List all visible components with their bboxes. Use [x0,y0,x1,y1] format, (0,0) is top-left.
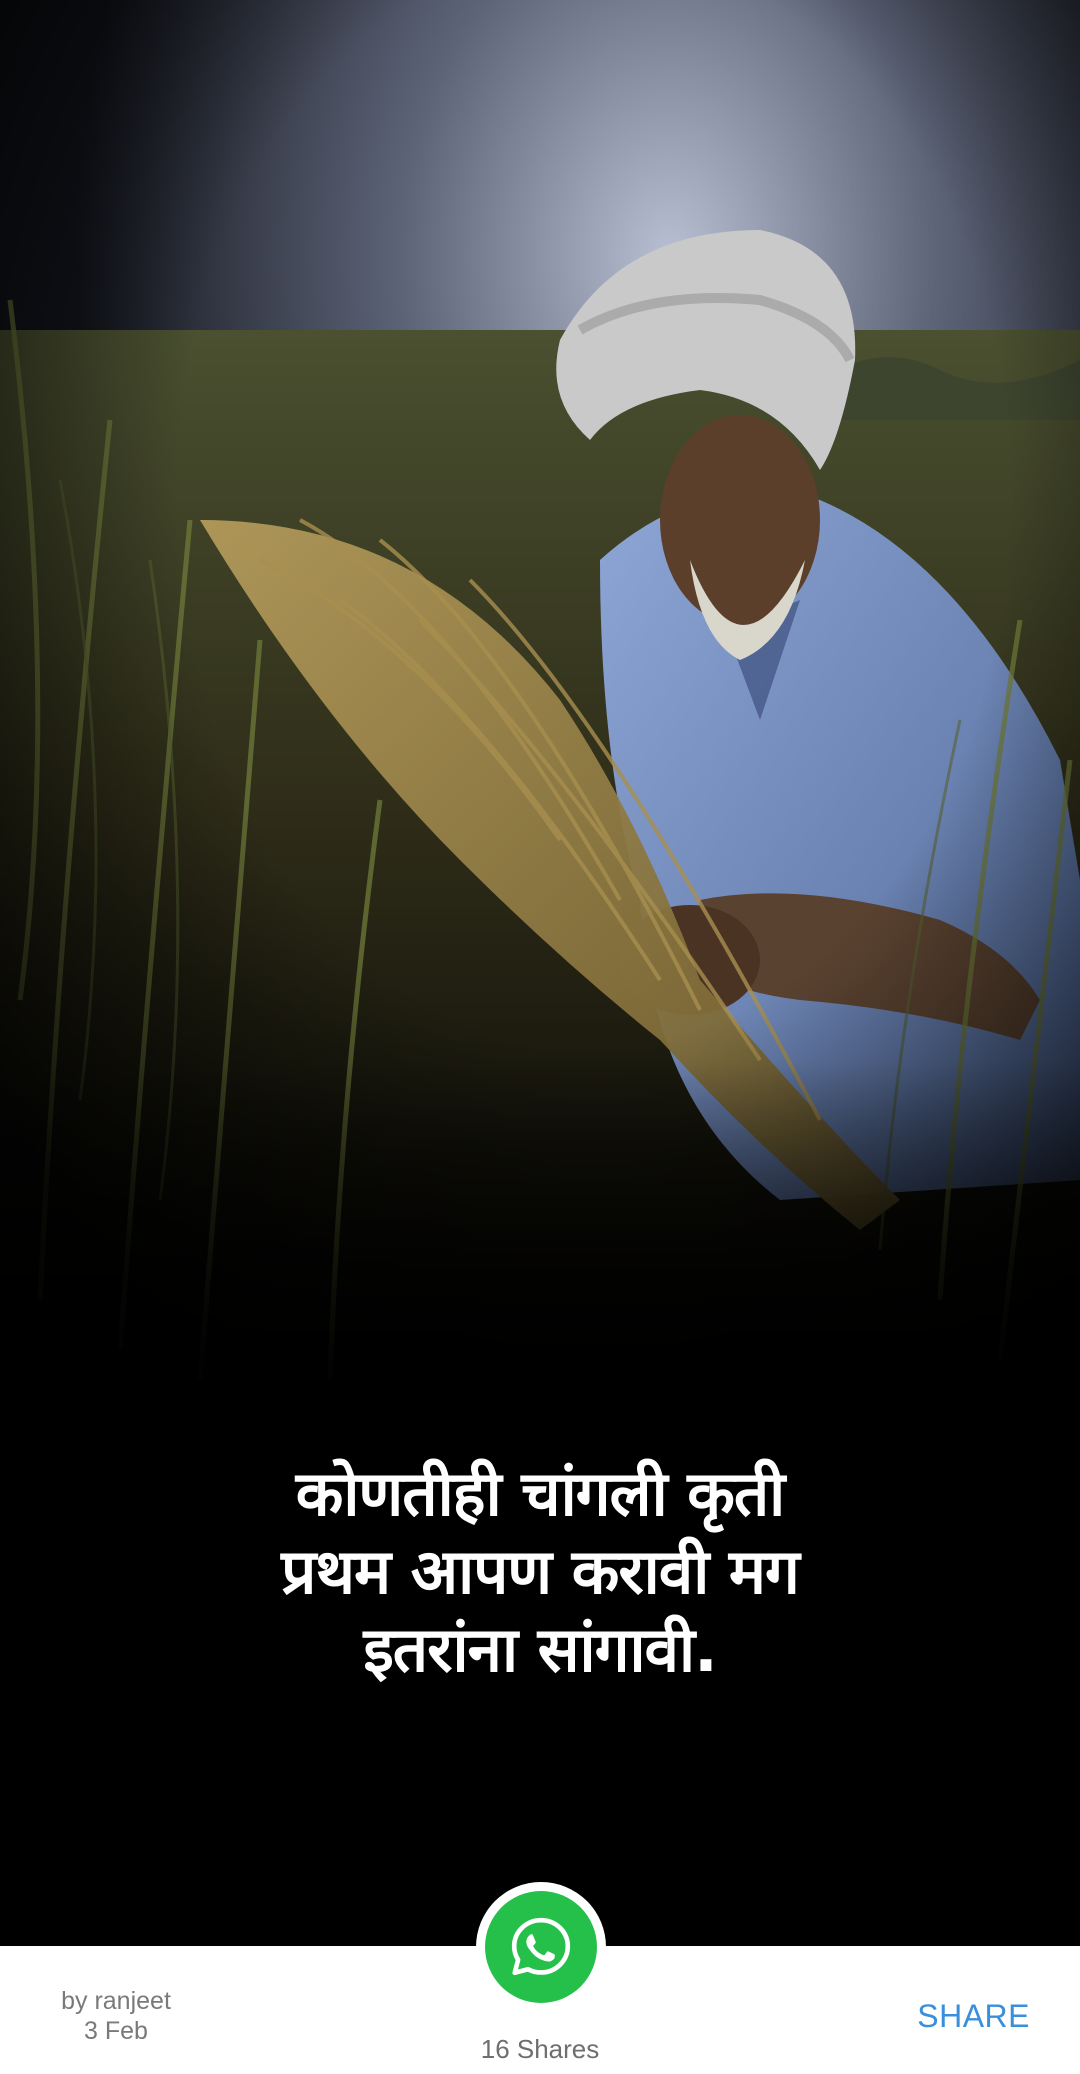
quote-line: प्रथम आपण करावी मग [281,1535,799,1608]
share-button[interactable]: SHARE [917,1998,1030,2034]
whatsapp-share-button[interactable] [476,1882,606,2012]
whatsapp-icon [508,1914,574,1980]
author-info [56,1986,176,2046]
share-count: 16 Shares [480,2034,600,2064]
quote-line: इतरांना सांगावी. [363,1613,717,1686]
quote-text [0,1455,1080,1689]
post-date: 3 Feb [84,2017,148,2045]
whatsapp-button-circle [485,1891,597,2003]
quote-line: कोणतीही चांगली कृती [295,1457,785,1530]
author-name: by ranjeet [61,1987,171,2015]
